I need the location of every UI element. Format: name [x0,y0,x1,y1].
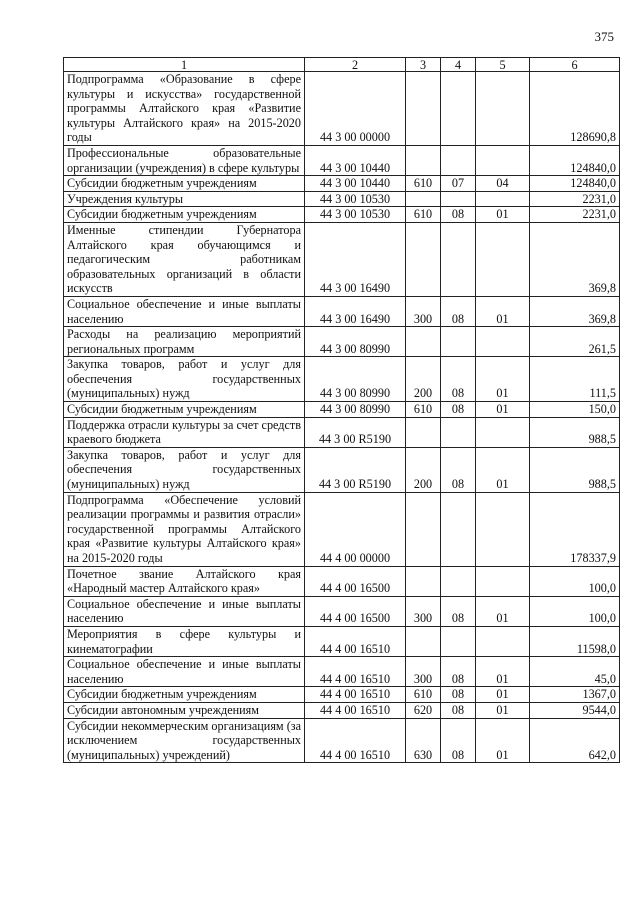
table-row [64,492,620,566]
row-pr [476,191,530,207]
row-pr [476,566,530,596]
row-sum: 1367,0 [530,687,620,703]
row-pr: 01 [476,207,530,223]
row-code: 44 3 00 R5190 [305,417,406,447]
row-code: 44 4 00 16510 [305,626,406,656]
row-name: Субсидии бюджетным учреждениям [64,207,305,223]
table-row [64,718,620,763]
row-vr [406,72,441,146]
row-name: Субсидии некоммерческим организациям (за исключением государственных (муниципальных) учреждений) [64,718,305,763]
row-sum: 100,0 [530,566,620,596]
table-row [64,402,620,418]
row-sum: 128690,8 [530,72,620,146]
row-vr [406,191,441,207]
table-body [64,72,620,763]
row-name: Закупка товаров, работ и услуг для обеспечения государственных (муниципальных) нужд [64,447,305,492]
row-pr: 01 [476,296,530,326]
row-vr: 200 [406,447,441,492]
row-rz [441,222,476,296]
row-sum: 369,8 [530,296,620,326]
row-sum: 988,5 [530,447,620,492]
row-name: Мероприятия в сфере культуры и кинематографии [64,626,305,656]
row-name: Социальное обеспечение и иные выплаты населению [64,296,305,326]
row-code: 44 3 00 00000 [305,72,406,146]
row-vr: 610 [406,402,441,418]
table-row [64,596,620,626]
row-code: 44 3 00 80990 [305,327,406,357]
table-row [64,176,620,192]
row-sum: 150,0 [530,402,620,418]
row-pr: 01 [476,596,530,626]
budget-table [63,57,620,763]
table-row [64,447,620,492]
header-col-4: 4 [441,58,476,72]
row-name: Социальное обеспечение и иные выплаты населению [64,596,305,626]
table-row [64,207,620,223]
table-row [64,657,620,687]
row-name: Субсидии бюджетным учреждениям [64,176,305,192]
row-pr [476,327,530,357]
table-row [64,72,620,146]
row-rz [441,566,476,596]
row-code: 44 4 00 16510 [305,718,406,763]
row-code: 44 3 00 80990 [305,357,406,402]
table-row [64,222,620,296]
row-rz: 08 [441,402,476,418]
row-code: 44 3 00 16490 [305,222,406,296]
row-rz: 08 [441,296,476,326]
row-code: 44 3 00 10440 [305,145,406,175]
row-vr [406,566,441,596]
table-row [64,417,620,447]
row-pr [476,417,530,447]
row-pr [476,145,530,175]
row-vr: 610 [406,207,441,223]
row-vr [406,492,441,566]
row-rz: 08 [441,687,476,703]
row-name: Субсидии автономным учреждениям [64,702,305,718]
row-pr: 01 [476,447,530,492]
row-code: 44 3 00 R5190 [305,447,406,492]
row-code: 44 3 00 10440 [305,176,406,192]
row-name: Почетное звание Алтайского края «Народный мастер Алтайского края» [64,566,305,596]
row-pr: 01 [476,357,530,402]
row-code: 44 3 00 10530 [305,191,406,207]
row-sum: 124840,0 [530,176,620,192]
table-row [64,566,620,596]
row-rz [441,72,476,146]
row-rz: 08 [441,718,476,763]
row-vr [406,417,441,447]
row-pr [476,492,530,566]
row-code: 44 4 00 00000 [305,492,406,566]
row-pr [476,72,530,146]
header-col-6: 6 [530,58,620,72]
row-rz: 08 [441,596,476,626]
row-code: 44 3 00 10530 [305,207,406,223]
row-name: Закупка товаров, работ и услуг для обеспечения государственных (муниципальных) нужд [64,357,305,402]
row-sum: 988,5 [530,417,620,447]
row-rz: 08 [441,357,476,402]
row-rz: 08 [441,447,476,492]
row-rz [441,417,476,447]
row-pr [476,626,530,656]
table-row [64,296,620,326]
row-sum: 2231,0 [530,207,620,223]
row-rz: 08 [441,207,476,223]
table-row [64,145,620,175]
page-number: 375 [594,29,614,44]
row-name: Социальное обеспечение и иные выплаты населению [64,657,305,687]
row-code: 44 4 00 16510 [305,687,406,703]
table-row [64,357,620,402]
row-sum: 45,0 [530,657,620,687]
row-vr: 610 [406,687,441,703]
table-row [64,687,620,703]
header-col-1: 1 [64,58,305,72]
row-sum: 124840,0 [530,145,620,175]
row-sum: 111,5 [530,357,620,402]
row-vr: 300 [406,296,441,326]
row-name: Профессиональные образовательные организации (учреждения) в сфере культуры [64,145,305,175]
row-rz: 08 [441,702,476,718]
row-code: 44 4 00 16510 [305,657,406,687]
row-sum: 178337,9 [530,492,620,566]
row-name: Именные стипендии Губернатора Алтайского края обучающимся и педагогическим работникам образовательных организаций в области искусств [64,222,305,296]
row-vr: 300 [406,657,441,687]
row-code: 44 4 00 16500 [305,596,406,626]
row-vr [406,327,441,357]
table-row [64,327,620,357]
row-pr [476,222,530,296]
row-pr: 01 [476,657,530,687]
row-vr [406,626,441,656]
row-name: Субсидии бюджетным учреждениям [64,402,305,418]
row-rz: 07 [441,176,476,192]
row-pr: 04 [476,176,530,192]
row-rz [441,492,476,566]
row-sum: 2231,0 [530,191,620,207]
row-vr: 610 [406,176,441,192]
row-vr: 630 [406,718,441,763]
row-pr: 01 [476,402,530,418]
row-name: Расходы на реализацию мероприятий региональных программ [64,327,305,357]
header-col-2: 2 [305,58,406,72]
table-row [64,702,620,718]
row-vr [406,145,441,175]
table-row [64,191,620,207]
row-vr: 300 [406,596,441,626]
header-col-5: 5 [476,58,530,72]
table-row [64,626,620,656]
row-sum: 369,8 [530,222,620,296]
row-name: Поддержка отрасли культуры за счет средств краевого бюджета [64,417,305,447]
row-rz [441,191,476,207]
row-sum: 11598,0 [530,626,620,656]
row-code: 44 3 00 16490 [305,296,406,326]
row-rz [441,145,476,175]
header-row [64,58,620,72]
row-vr [406,222,441,296]
row-vr: 200 [406,357,441,402]
row-sum: 642,0 [530,718,620,763]
row-pr: 01 [476,718,530,763]
row-name: Подпрограмма «Образование в сфере культуры и искусства» государственной программы Алтайского края «Развитие культуры Алтайского края» на 2015-2020 годы [64,72,305,146]
row-code: 44 4 00 16510 [305,702,406,718]
row-rz [441,626,476,656]
row-vr: 620 [406,702,441,718]
row-rz [441,327,476,357]
row-code: 44 3 00 80990 [305,402,406,418]
row-pr: 01 [476,702,530,718]
row-name: Субсидии бюджетным учреждениям [64,687,305,703]
row-sum: 261,5 [530,327,620,357]
row-rz: 08 [441,657,476,687]
row-pr: 01 [476,687,530,703]
header-col-3: 3 [406,58,441,72]
row-sum: 9544,0 [530,702,620,718]
row-name: Подпрограмма «Обеспечение условий реализации программы и развития отрасли» государственной программы Алтайского края «Развитие культуры Алтайского края» на 2015-2020 годы [64,492,305,566]
row-sum: 100,0 [530,596,620,626]
row-code: 44 4 00 16500 [305,566,406,596]
row-name: Учреждения культуры [64,191,305,207]
